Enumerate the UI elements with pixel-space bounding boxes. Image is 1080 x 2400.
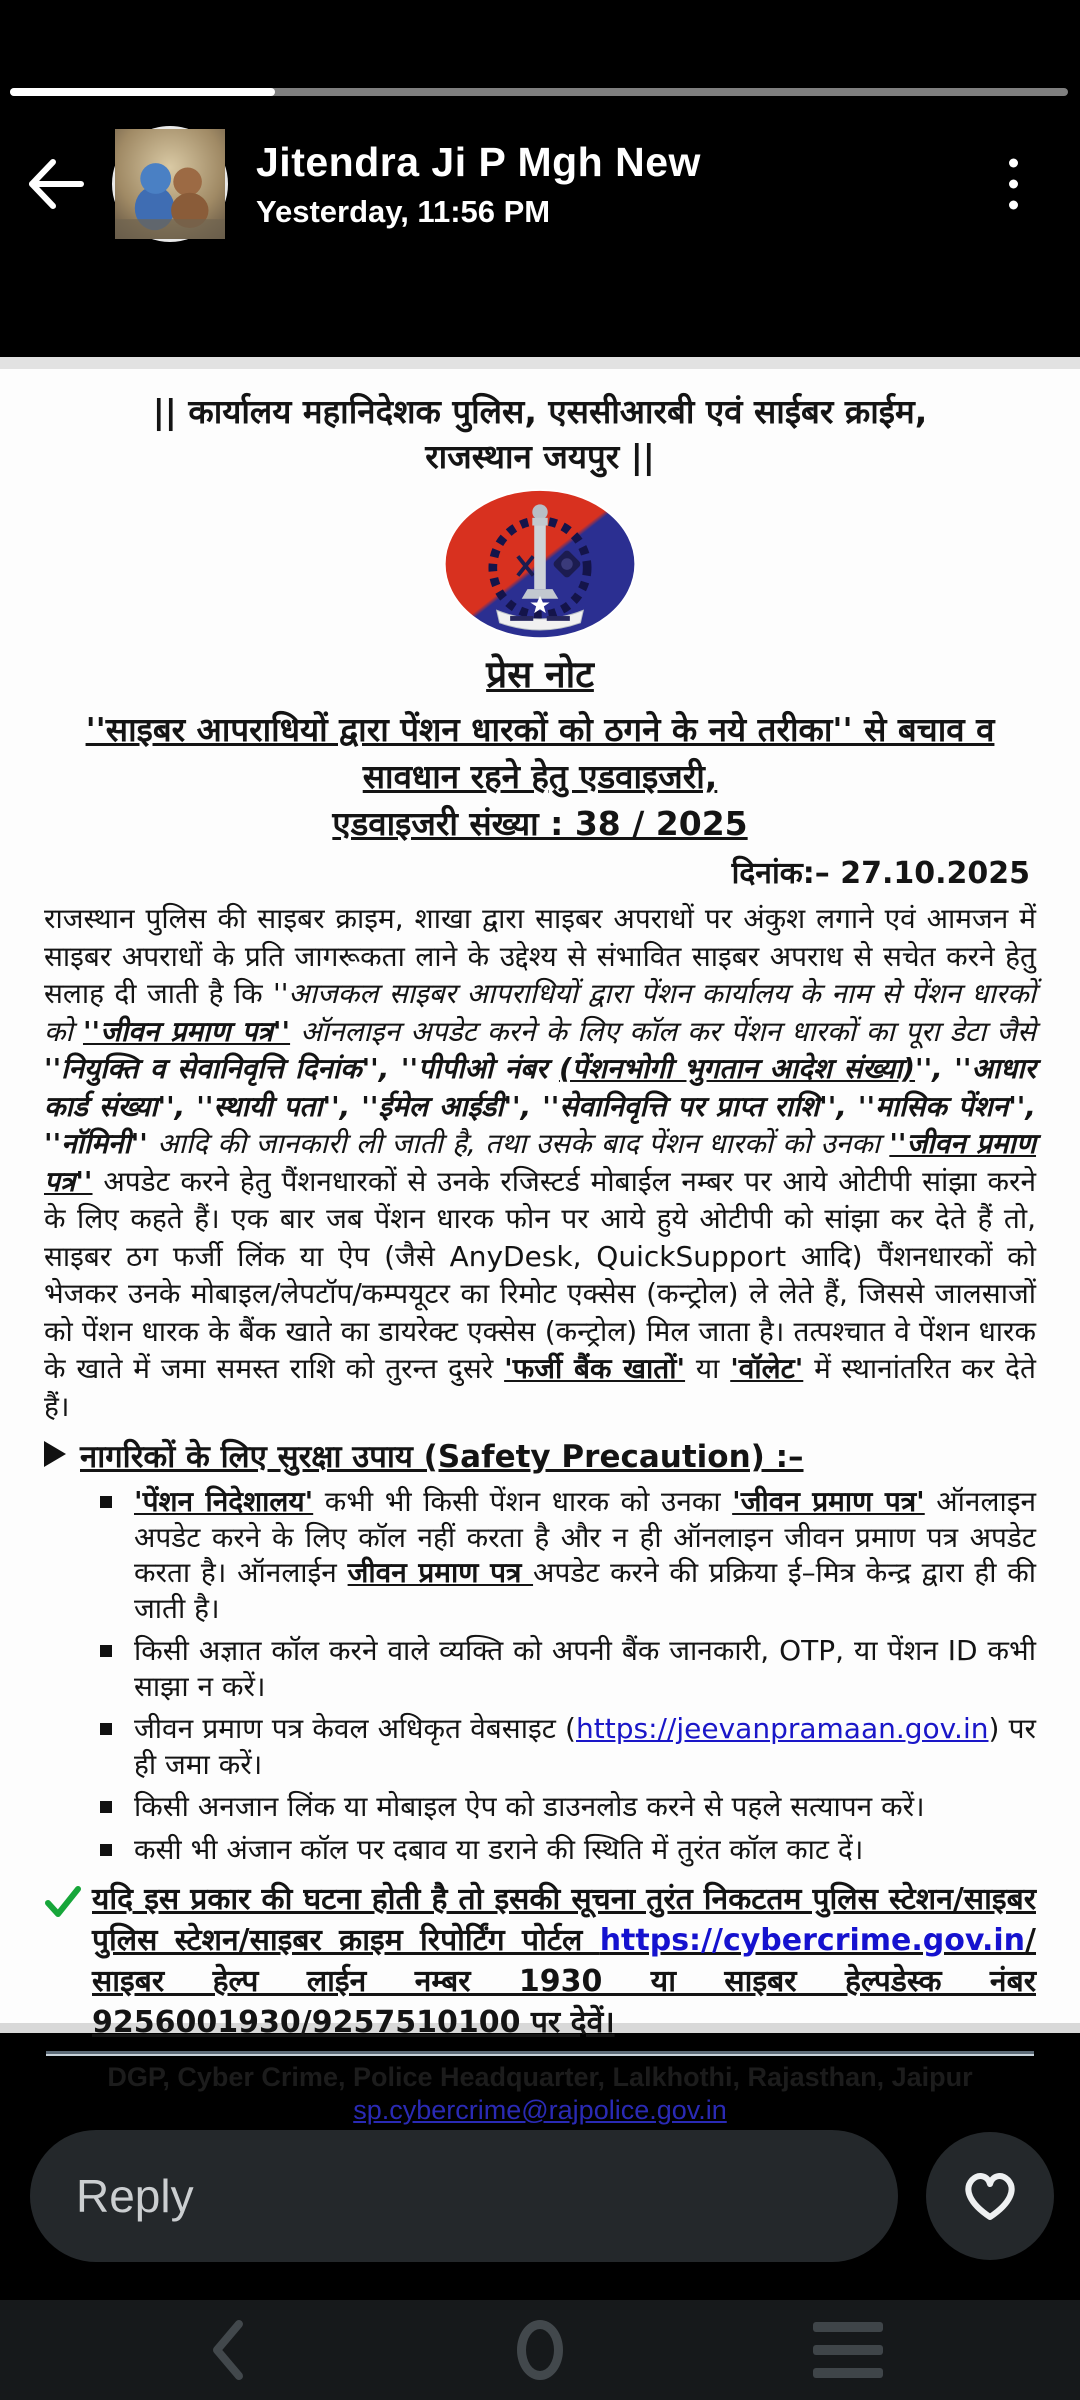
doc-footer-email: sp.cybercrime@rajpolice.gov.in: [353, 2095, 727, 2125]
reply-placeholder: Reply: [76, 2170, 194, 2222]
safety-bullet-item: किसी अनजान लिंक या मोबाइल ऐप को डाउनलोड करने से पहले सत्यापन करें।: [100, 1789, 1036, 1825]
safety-bullet-item: 'पेंशन निदेशालय' कभी भी किसी पेंशन धारक को उनका 'जीवन प्रमाण पत्र' ऑनलाइन अपडेट करने के लिए कॉल नहीं करता है और न ही ऑनलाइन जीवन प्रमाण पत्र अपडेट करता है। ऑनलाईन जीवन प्रमाण पत्र अपडेट करने की प्रक्रिया ई–मित्र केन्द्र द्वारा ही की जाती है।: [100, 1484, 1036, 1626]
arrow-bullet-icon: [44, 1441, 66, 1467]
back-arrow-icon: [23, 154, 89, 214]
like-button[interactable]: [926, 2132, 1054, 2260]
nav-back-button[interactable]: [168, 2300, 288, 2400]
contact-name: Jitendra Ji P Mgh New: [256, 138, 701, 185]
doc-footer-rule: [46, 2051, 1034, 2054]
avatar[interactable]: [112, 126, 228, 242]
avatar-image: [115, 129, 225, 239]
nav-home-button[interactable]: [480, 2300, 600, 2400]
doc-body-paragraph: राजस्थान पुलिस की साइबर क्राइम, शाखा द्वारा साइबर अपराधों पर अंकुश लगाने एवं आमजन में साइबर अपराधों के प्रति जागरूकता लाने के उद्देश्य से संभावित साइबर अपराध से सचेत करने हेतु सलाह दी जाती है कि ''आजकल साइबर आपराधियों द्वारा पेंशन कार्यालय के नाम से पेंशन धारकों को ''जीवन प्रमाण पत्र'' ऑनलाइन अपडेट करने के लिए कॉल कर पेंशन धारकों का पूरा डेटा जैसे ''नियुक्ति व सेवानिवृत्ति दिनांक'', ''पीपीओ नंबर (पेंशनभोगी भुगतान आदेश संख्या)'', ''आधार कार्ड संख्या'', ''स्थायी पता'', ''ईमेल आईडी'', ''सेवानिवृत्ति पर प्राप्त राशि'', ''मासिक पेंशन'', ''नॉमिनी'' आदि की जानकारी ली जाती है, तथा उसके बाद पेंशन धारकों को उनका ''जीवन प्रमाण पत्र'' अपडेट करने हेतु पैंशनधारकों से उनके रजिस्टर्ड मोबाईल नम्बर पर आये ओटीपी सांझा करने के लिए कहते हैं। एक बार जब पेंशन धारक फोन पर आये हुये ओटीपी को सांझा कर देते हैं तो, साइबर ठग फर्जी लिंक या ऐप (जैसे AnyDesk, QuickSupport आदि) पैंशनधारकों को भेजकर उनके मोबाइल/लेपटॉप/कम्पयूटर का रिमोट एक्सेस (कन्ट्रोल) ले लेते हैं, जिससे जालसाजों को पेंशन धारक के बैंक खाते का डायरेक्ट एक्सेस (कन्ट्रोल) मिल जाता है। तत्पश्चात वे पेंशन धारक के खाते में जमा समस्त राशि को तुरन्त दुसरे 'फर्जी बैंक खातों' या 'वॉलेट' में स्थानांतरित कर देते हैं।: [44, 902, 1037, 1423]
safety-bullets: [44, 1484, 1036, 1867]
reply-input[interactable]: [30, 2130, 898, 2262]
doc-press-note-title: प्रेस नोट: [486, 653, 594, 696]
status-progress-fill: [10, 88, 275, 96]
doc-safety-heading: नागरिकों के लिए सुरक्षा उपाय (Safety Precaution) :–: [44, 1435, 1036, 1477]
header-meta: [256, 139, 701, 230]
kebab-menu-button[interactable]: [999, 149, 1028, 220]
doc-advisory-title: ''साइबर आपराधियों द्वारा पेंशन धारकों को ठगने के नये तरीका'' से बचाव व सावधान रहने हेतु एडवाइजरी, एडवाइजरी संख्या : 38 / 2025: [85, 710, 995, 843]
status-media-document[interactable]: [0, 357, 1080, 2125]
doc-footer-address: DGP, Cyber Crime, Police Headquarter, Lalkhothi, Rajasthan, Jaipur: [107, 2062, 973, 2092]
safety-bullet-item: किसी अज्ञात कॉल करने वाले व्यक्ति को अपनी बैंक जानकारी, OTP, या पेंशन ID कभी साझा न करें।: [100, 1633, 1036, 1704]
circle-icon: [517, 2320, 563, 2380]
status-timestamp: Yesterday, 11:56 PM: [256, 193, 551, 229]
status-header: [0, 112, 1080, 256]
status-progress-bar: [10, 88, 1068, 96]
hamburger-icon: [813, 2322, 883, 2378]
safety-bullet-item: जीवन प्रमाण पत्र केवल अधिकृत वेबसाइट (https://jeevanpramaan.gov.in) पर ही जमा करें।: [100, 1711, 1036, 1782]
rajasthan-police-emblem: [437, 487, 643, 643]
check-icon: [44, 1883, 82, 1921]
doc-final-note: यदि इस प्रकार की घटना होती है तो इसकी सूचना तुरंत निकटतम पुलिस स्टेशन/साइबर पुलिस स्टेशन/साइबर क्राइम रिपोर्टिंग पोर्टल https://cybercrime.gov.in/साइबर हेल्प लाईन नम्बर 1930 या साइबर हेल्पडेस्क नंबर 9256001930/9257510100 पर देवें।: [44, 1879, 1036, 2043]
doc-date: दिनांक:– 27.10.2025: [731, 856, 1030, 891]
heart-icon: [959, 2167, 1021, 2225]
system-nav-bar: [0, 2300, 1080, 2400]
doc-office-header: || कार्यालय महानिदेशक पुलिस, एससीआरबी एवं साईबर क्राईम, राजस्थान जयपुर ||: [152, 392, 928, 476]
chevron-left-icon: [205, 2318, 251, 2382]
back-button[interactable]: [0, 154, 112, 214]
safety-bullet-item: कसी भी अंजान कॉल पर दबाव या डराने की स्थिति में तुरंत कॉल काट दें।: [100, 1832, 1036, 1868]
nav-recents-button[interactable]: [788, 2300, 908, 2400]
